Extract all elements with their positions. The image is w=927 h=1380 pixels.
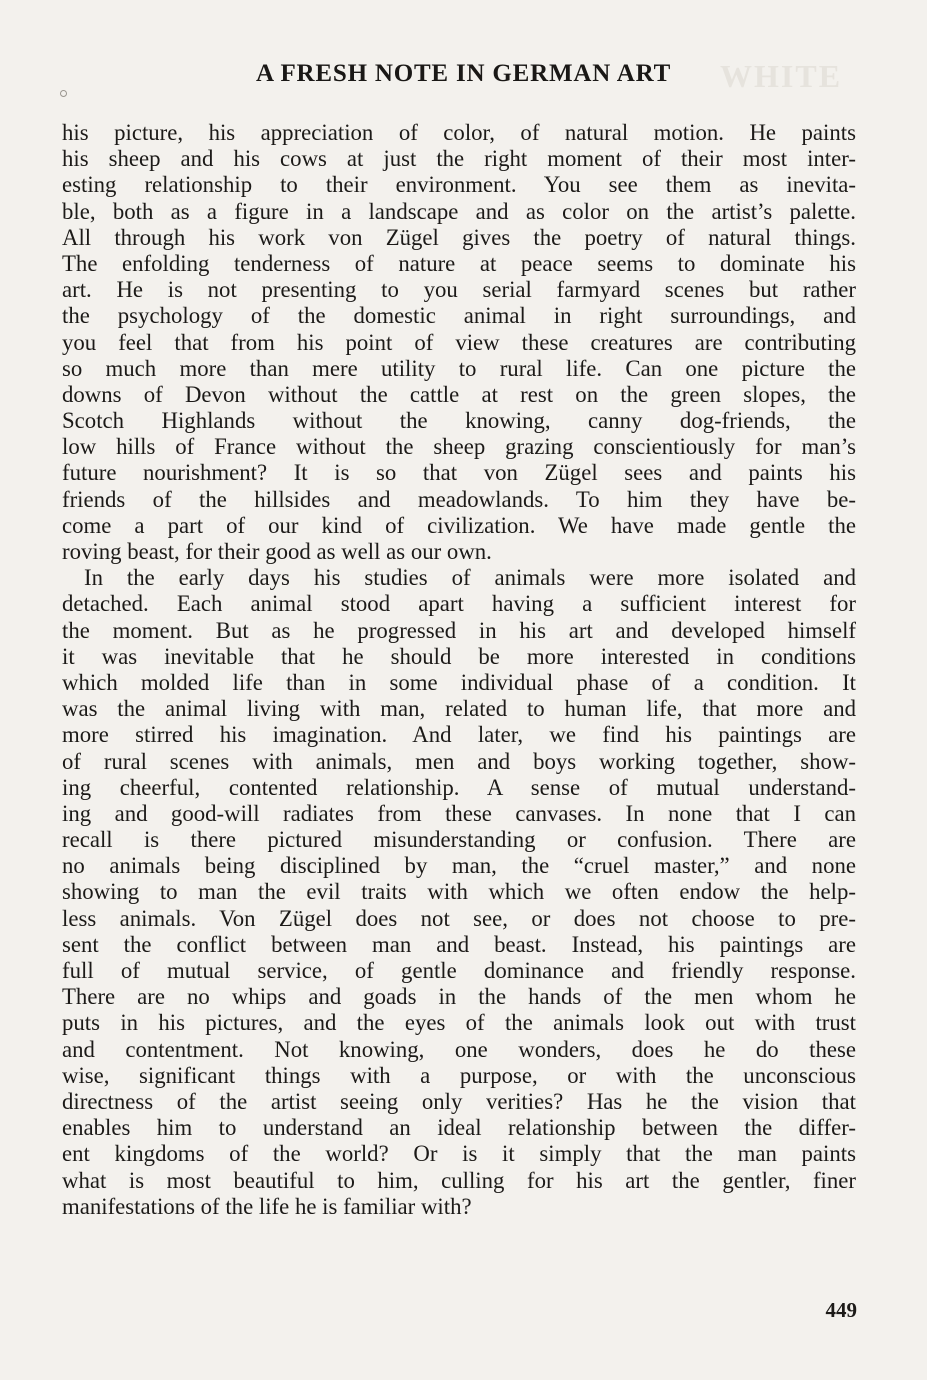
text-line: In the early days his studies of animals were more isolated and [84,565,856,591]
text-line: his sheep and his cows at just the right moment of their most inter- [62,146,856,172]
text-line: sent the conflict between man and beast. Instead, his paintings are [62,931,856,957]
text-line: and contentment. Not knowing, one wonders, does he do these [62,1036,856,1062]
text-line: which molded life than in some individual phase of a condition. It [62,669,856,695]
running-head: A FRESH NOTE IN GERMAN ART [255,60,672,87]
text-line: wise, significant things with a purpose, or with the unconscious [62,1062,856,1088]
page-number: 449 [825,1298,857,1322]
text-line: Scotch Highlands without the knowing, canny dog-friends, the [62,408,856,434]
bleed-through-decoration: WHITE [720,58,843,94]
text-line: of rural scenes with animals, men and boys working together, show- [62,748,856,774]
text-line: come a part of our kind of civilization. We have made gentle the [62,512,856,538]
text-line: it was inevitable that he should be more interested in conditions [62,643,856,669]
text-line: manifestations of the life he is familiar with? [62,1193,472,1219]
text-line: less animals. Von Zügel does not see, or does not choose to pre- [62,905,856,931]
paper-speck [60,90,67,97]
text-line: There are no whips and goads in the hands of the men whom he [62,984,856,1010]
text-line: was the animal living with man, related to human life, that more and [62,696,856,722]
text-line: more stirred his imagination. And later, we find his paintings are [62,722,856,748]
text-line: enables him to understand an ideal relationship between the differ- [62,1115,856,1141]
body-text [62,120,856,1220]
text-line: friends of the hillsides and meadowlands. To him they have be- [62,486,856,512]
text-line: esting relationship to their environment. You see them as inevita- [62,172,856,198]
text-line: All through his work von Zügel gives the poetry of natural things. [62,224,856,250]
text-line: so much more than mere utility to rural life. Can one picture the [62,355,856,381]
text-line: his picture, his appreciation of color, of natural motion. He paints [62,120,856,145]
text-line: detached. Each animal stood apart having a sufficient interest for [62,591,856,617]
text-line: you feel that from his point of view these creatures are contributing [62,329,856,355]
text-line: roving beast, for their good as well as our own. [62,539,492,564]
text-line: recall is there pictured misunderstanding or confusion. There are [62,827,856,853]
text-line: future nourishment? It is so that von Zügel sees and paints his [62,460,856,486]
text-line: ble, both as a figure in a landscape and as color on the artist’s palette. [62,198,856,224]
text-line: the psychology of the domestic animal in right surroundings, and [62,303,856,329]
text-line: puts in his pictures, and the eyes of the animals look out with trust [62,1010,856,1036]
text-line: the moment. But as he progressed in his art and developed himself [62,617,856,643]
text-line: low hills of France without the sheep grazing conscientiously for man’s [62,434,856,460]
text-line: no animals being disciplined by man, the “cruel master,” and none [62,853,856,879]
text-line: ing cheerful, contented relationship. A sense of mutual understand- [62,774,856,800]
text-line: full of mutual service, of gentle dominance and friendly response. [62,958,856,983]
text-line: The enfolding tenderness of nature at peace seems to dominate his [62,250,856,276]
text-line: ing and good-will radiates from these canvases. In none that I can [62,800,856,826]
text-line: what is most beautiful to him, culling for his art the gentler, finer [62,1167,856,1193]
text-line: ent kingdoms of the world? Or is it simply that the man paints [62,1141,856,1167]
text-line: downs of Devon without the cattle at rest on the green slopes, the [62,381,856,407]
text-line: showing to man the evil traits with which we often endow the help- [62,879,856,905]
text-line: directness of the artist seeing only verities? Has he the vision that [62,1088,856,1114]
text-line: art. He is not presenting to you serial farmyard scenes but rather [62,277,856,303]
